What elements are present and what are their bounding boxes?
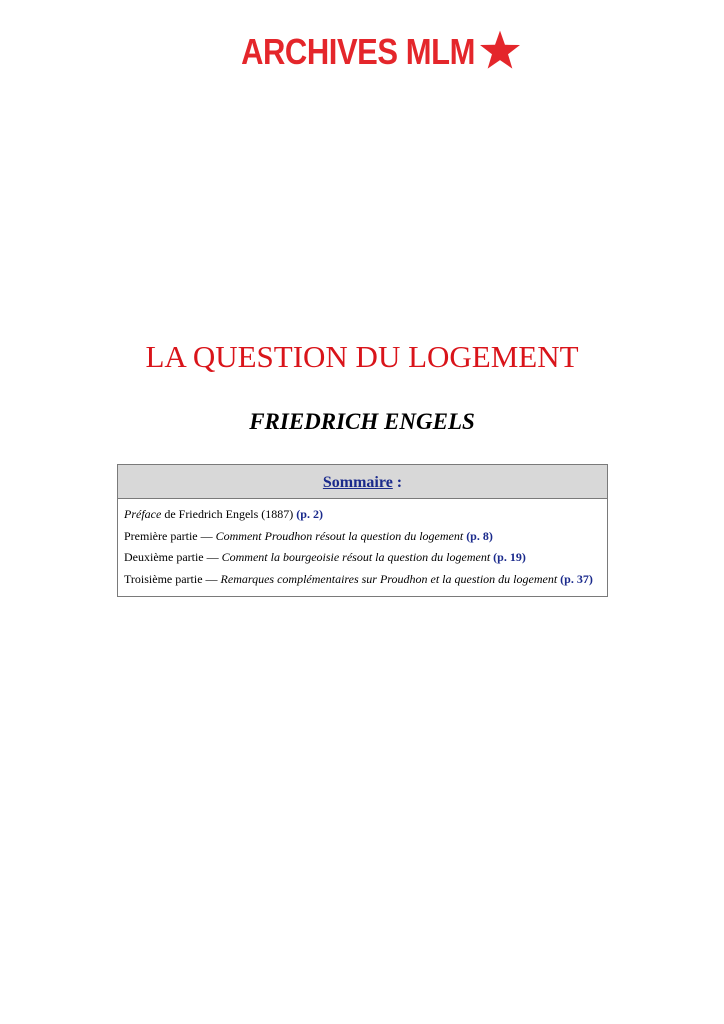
toc-header: [118, 465, 607, 499]
toc-entry-part-3: [124, 569, 601, 591]
toc-entry-lead: Troisième partie —: [124, 571, 221, 586]
archives-mlm-logo: [0, 30, 724, 74]
toc-page-link[interactable]: (p. 37): [560, 571, 593, 586]
toc-body: [118, 499, 607, 596]
toc-heading: Sommaire: [322, 474, 393, 491]
toc-entry-part-2: [124, 547, 601, 569]
toc-heading-suffix: :: [392, 474, 403, 491]
table-of-contents: [117, 464, 608, 597]
toc-entry-part-1: [124, 526, 601, 548]
logo-text: ARCHIVES MLM: [241, 31, 475, 72]
toc-entry-title: Remarques complémentaires sur Proudhon et la question du logement: [220, 571, 558, 586]
document-author: FRIEDRICH ENGELS: [249, 409, 475, 434]
toc-entry-title: Comment la bourgeoisie résout la question du logement: [221, 550, 491, 564]
toc-page-link[interactable]: (p. 8): [466, 528, 493, 543]
toc-entry-preface: [124, 504, 601, 526]
toc-entry-lead: Deuxième partie —: [124, 550, 222, 564]
toc-entry-lead: Première partie —: [124, 528, 216, 543]
toc-page-link[interactable]: (p. 2): [296, 507, 323, 521]
star-icon: [479, 29, 521, 71]
toc-entry-title: Comment Proudhon résout la question du logement: [215, 528, 464, 543]
document-title: LA QUESTION DU LOGEMENT: [145, 339, 579, 374]
toc-page-link[interactable]: (p. 19): [493, 550, 526, 564]
toc-entry-lead-italic: Préface: [124, 507, 162, 521]
toc-entry-lead: de Friedrich Engels (1887): [161, 507, 297, 521]
